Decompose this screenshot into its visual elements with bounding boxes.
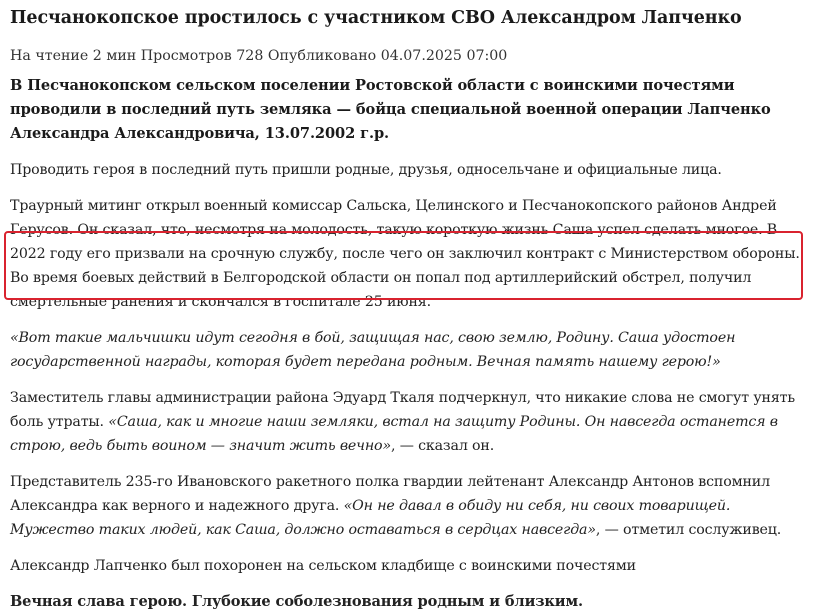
paragraph-rally-intro: Траурный митинг открыл военный комиссар Сальска, Целинского и Песчанокопского районов Андрей Герусов. Он сказал, что, несмотря на молодость, такую короткую жизнь Саша успел сделать многое. В xyxy=(10,198,778,238)
quote-deputy: «Саша, как и многие наши земляки, встал на защиту Родины. Он навсегда останется в строю, ведь быть воином — значит жить вечно» xyxy=(10,414,778,454)
views-count: Просмотров 728 xyxy=(140,48,264,64)
published-date: Опубликовано 04.07.2025 07:00 xyxy=(267,48,508,64)
quote-representative: «Он не давал в обиду ни себя, ни своих товарищей. Мужество таких людей, как Саша, должно оставаться в сердцах навсегда» xyxy=(10,498,731,538)
paragraph-attendees: Проводить героя в последний путь пришли родные, друзья, односельчане и официальные лица. xyxy=(10,162,722,178)
paragraph-burial: Александр Лапченко был похоронен на сельском кладбище с воинскими почестями xyxy=(10,558,636,574)
paragraph-deputy-tail: , — сказал он. xyxy=(390,438,495,454)
quote-commissar-text: «Вот такие мальчишки идут сегодня в бой, защищая нас, свою землю, Родину. Саша удостоен государственной награды, которая будет передана родным. Вечная память нашему герою!» xyxy=(10,330,736,370)
paragraph-representative-tail: , — отметил сослуживец. xyxy=(595,522,782,538)
closing-statement: Вечная слава герою. Глубокие соболезнования родным и близким. xyxy=(10,593,583,610)
paragraph-deputy xyxy=(10,386,808,458)
article-title: Песчанокопское простилось с участником СВО Александром Лапченко xyxy=(10,8,742,28)
paragraph-deputy-text: Заместитель главы администрации района Эдуард Ткаля подчеркнул, что никакие слова не смогут унять боль утраты. xyxy=(10,390,795,430)
paragraph-representative-text: Представитель 235-го Ивановского ракетного полка гвардии лейтенант Александр Антонов вспомнил Александра как верного и надежного друга. xyxy=(10,474,770,514)
paragraph-rally xyxy=(10,194,808,314)
quote-commissar xyxy=(10,326,808,374)
article-meta xyxy=(10,46,808,66)
paragraph-rally-highlighted: 2022 году его призвали на срочную службу, после чего он заключил контракт с Министерством обороны. Во время боевых действий в Белгородской области он попал под артиллерийский обстрел, получил смертельные ранения и скончался в госпитале 25 июня. xyxy=(10,246,800,310)
read-time: На чтение 2 мин xyxy=(10,48,137,64)
article-lead: В Песчанокопском сельском поселении Ростовской области с воинскими почестями проводили в последний путь земляка — бойца специальной военной операции Лапченко Александра Александровича, 13.07.2002 г.р. xyxy=(10,77,771,142)
paragraph-representative xyxy=(10,470,808,542)
